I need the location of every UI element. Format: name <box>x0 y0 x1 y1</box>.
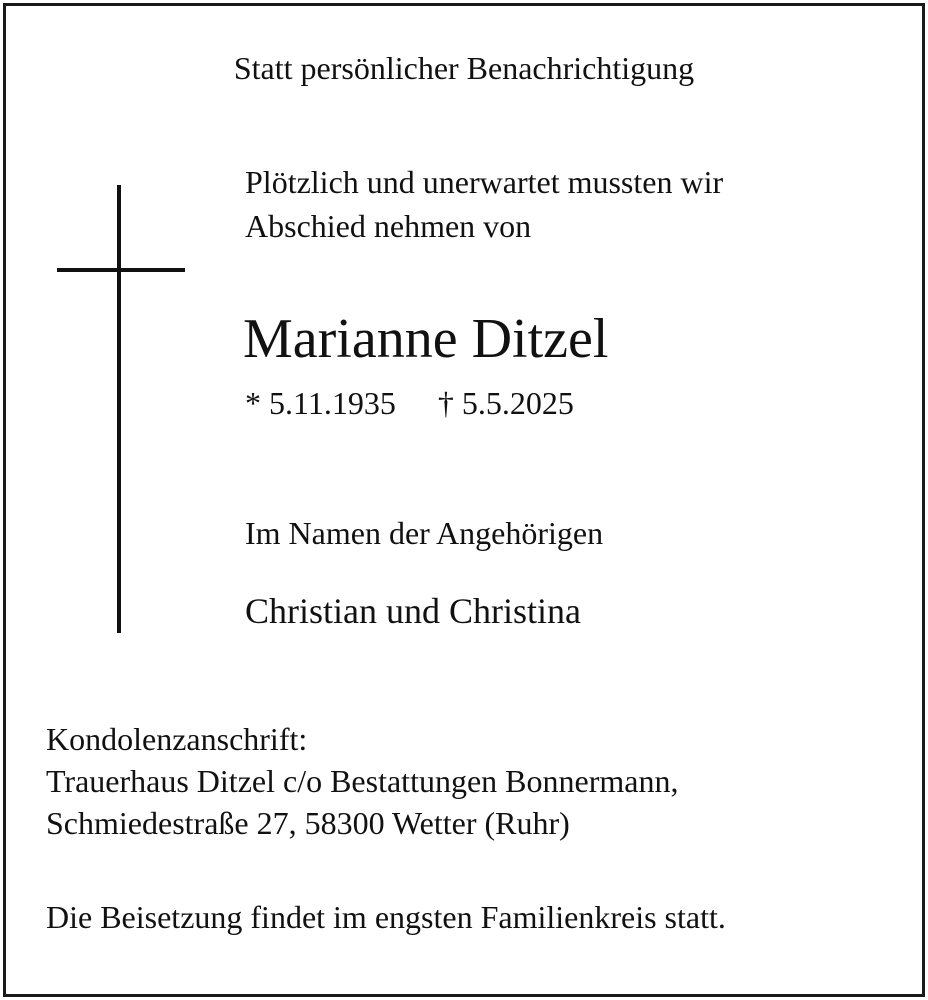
condolence-address <box>46 718 678 844</box>
life-dates <box>245 383 574 423</box>
family-intro: Im Namen der Angehörigen <box>245 515 604 551</box>
cross-vertical-bar <box>117 185 121 633</box>
address-line-1: Trauerhaus Ditzel c/o Bestattungen Bonnermann, <box>46 763 679 799</box>
deceased-name: Marianne Ditzel <box>243 308 609 370</box>
cross-horizontal-bar <box>57 268 185 272</box>
death-date: † 5.5.2025 <box>437 385 574 421</box>
birth-date: * 5.11.1935 <box>245 385 396 421</box>
burial-note: Die Beisetzung findet im engsten Familienkreis statt. <box>46 899 726 935</box>
address-line-2: Schmiedestraße 27, 58300 Wetter (Ruhr) <box>46 805 570 841</box>
notice-header: Statt persönlicher Benachrichtigung <box>233 50 695 86</box>
intro-line-2: Abschied nehmen von <box>245 208 532 244</box>
family-names: Christian und Christina <box>245 591 581 631</box>
cross-icon <box>54 185 184 635</box>
intro-line-1: Plötzlich und unerwartet mussten wir <box>245 164 724 200</box>
intro-text <box>245 160 723 248</box>
address-label: Kondolenzanschrift: <box>46 721 308 757</box>
